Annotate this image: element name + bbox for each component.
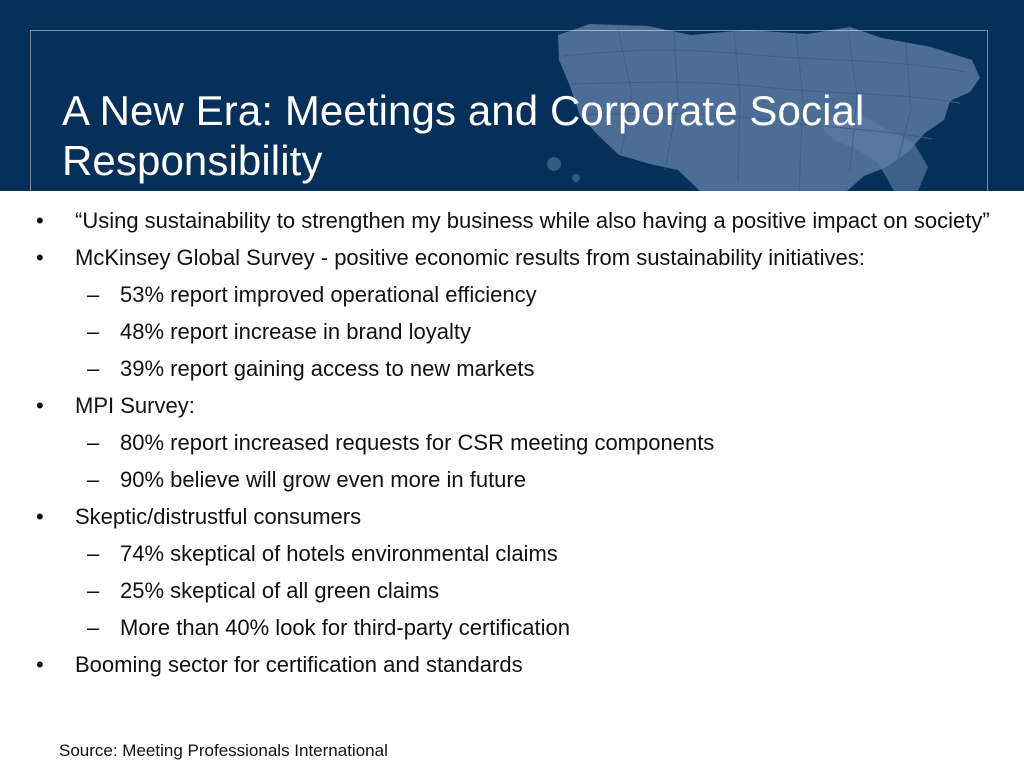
bullet-marker: • bbox=[36, 245, 44, 270]
bullet-text: MPI Survey: bbox=[75, 393, 195, 418]
bullet-item bbox=[30, 244, 1020, 272]
bullet-text: “Using sustainability to strengthen my business while also having a positive impact on society” bbox=[75, 208, 990, 233]
bullet-marker: • bbox=[36, 393, 44, 418]
sub-bullet-item bbox=[30, 429, 1020, 457]
sub-bullet-text: 90% believe will grow even more in future bbox=[120, 467, 526, 492]
sub-bullet-item bbox=[30, 281, 1020, 309]
sub-bullet-text: 25% skeptical of all green claims bbox=[120, 578, 440, 603]
bullet-list bbox=[30, 207, 1020, 688]
bullet-item bbox=[30, 392, 1020, 420]
sub-bullet-item bbox=[30, 466, 1020, 494]
sub-bullet-marker: – bbox=[87, 319, 100, 344]
bullet-marker: • bbox=[36, 652, 44, 677]
sub-bullet-text: 74% skeptical of hotels environmental claims bbox=[120, 541, 558, 566]
sub-bullet-text: 39% report gaining access to new markets bbox=[120, 356, 535, 381]
slide-header bbox=[0, 0, 1024, 191]
bullet-text: Skeptic/distrustful consumers bbox=[75, 504, 362, 529]
sub-bullet-text: More than 40% look for third-party certification bbox=[120, 615, 570, 640]
sub-bullet-item bbox=[30, 577, 1020, 605]
bullet-marker: • bbox=[36, 208, 44, 233]
sub-bullet-marker: – bbox=[87, 615, 100, 640]
sub-bullet-marker: – bbox=[87, 541, 100, 566]
bullet-item bbox=[30, 207, 1020, 235]
sub-bullet-marker: – bbox=[87, 467, 100, 492]
sub-bullet-item bbox=[30, 540, 1020, 568]
slide-title: A New Era: Meetings and Corporate Social Responsibility bbox=[62, 87, 865, 184]
sub-bullet-item bbox=[30, 355, 1020, 383]
sub-bullet-marker: – bbox=[87, 356, 100, 381]
bullet-text: Booming sector for certification and standards bbox=[75, 652, 523, 677]
sub-bullet-marker: – bbox=[87, 282, 100, 307]
sub-bullet-marker: – bbox=[87, 578, 100, 603]
sub-bullet-marker: – bbox=[87, 430, 100, 455]
bullet-item bbox=[30, 503, 1020, 531]
sub-bullet-text: 53% report improved operational efficiency bbox=[120, 282, 537, 307]
bullet-item bbox=[30, 651, 1020, 679]
source-note: Source: Meeting Professionals International bbox=[59, 741, 388, 760]
sub-bullet-text: 48% report increase in brand loyalty bbox=[120, 319, 471, 344]
bullet-marker: • bbox=[36, 504, 44, 529]
sub-bullet-item bbox=[30, 614, 1020, 642]
sub-bullet-text: 80% report increased requests for CSR meeting components bbox=[120, 430, 715, 455]
bullet-text: McKinsey Global Survey - positive economic results from sustainability initiatives: bbox=[75, 245, 865, 270]
sub-bullet-item bbox=[30, 318, 1020, 346]
